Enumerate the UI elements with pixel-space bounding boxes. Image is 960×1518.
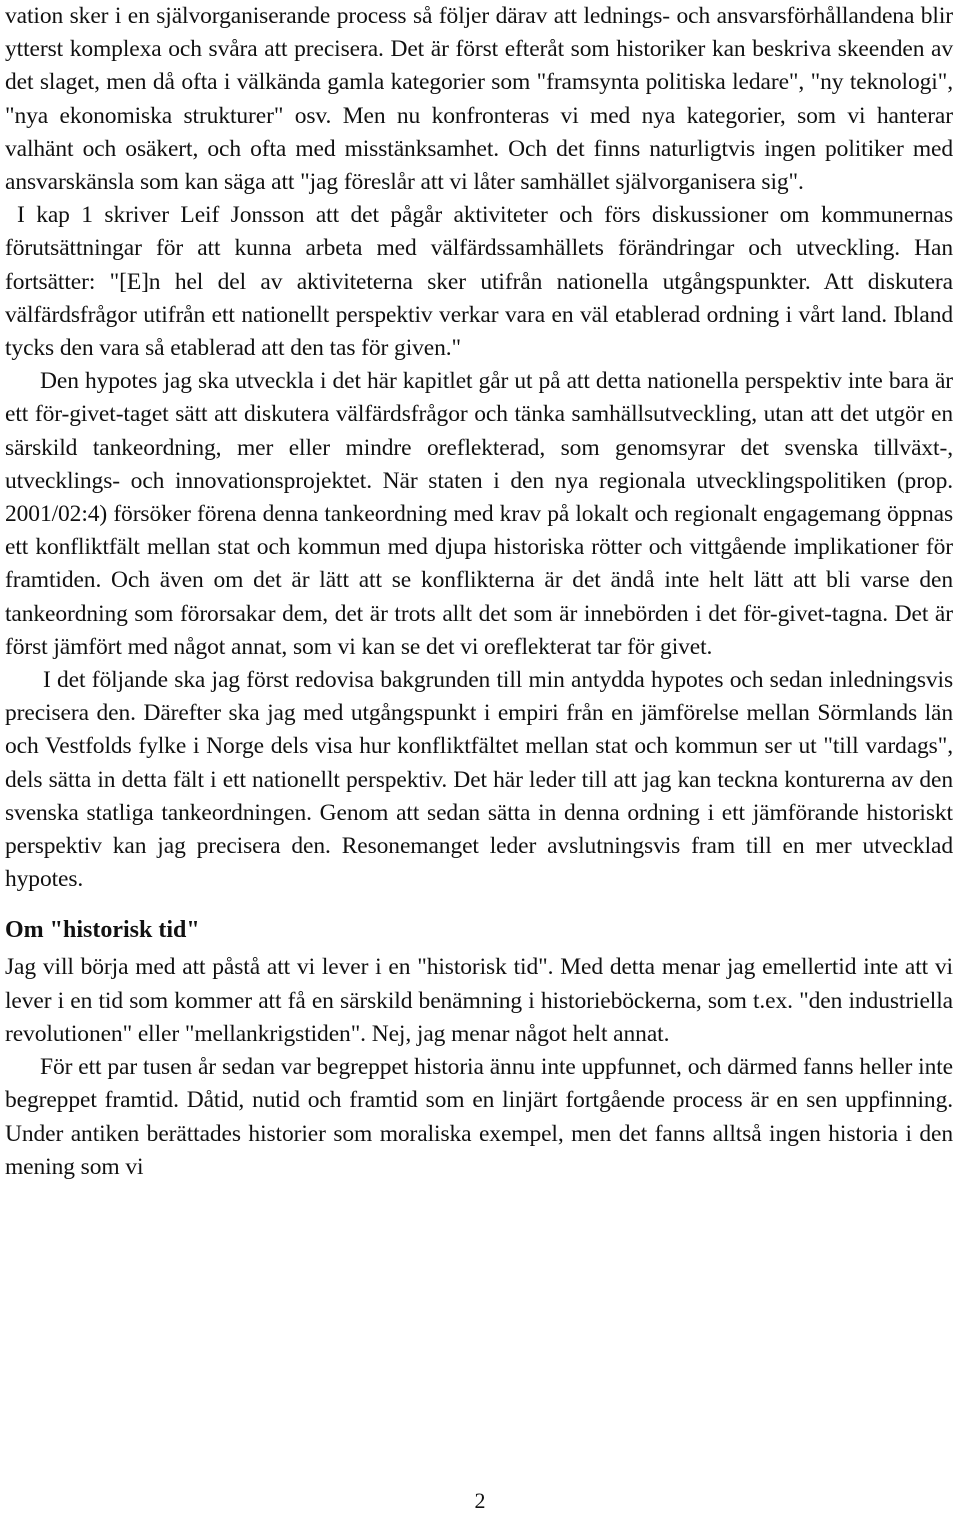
paragraph: För ett par tusen år sedan var begreppet historia ännu inte uppfunnet, och därmed fanns heller inte begreppet framtid. Dåtid, nutid och framtid som en linjärt fortgående process är en sen uppfinning. Under antiken berättades historier som moraliska exempel, men det fanns alltså ingen historia i den mening som vi [5, 1054, 953, 1180]
section-heading: Om "historisk tid" [5, 917, 200, 944]
paragraph: Den hypotes jag ska utveckla i det här kapitlet går ut på att detta nationella perspektiv inte bara är ett för-givet-taget sätt att diskutera välfärdsfrågor och tänka samhällsutveckling, utan att det utgör en särskild tankeordning, mer eller mindre oreflekterad, som genomsyrar det svenska tillväxt-, utvecklings- och innovationsprojektet. När staten i den nya regionala utvecklingspolitiken (prop. 2001/02:4) försöker förena denna tankeordning med krav på lokalt och regionalt engagemang öppnas ett konfliktfält mellan stat och kommun med djupa historiska rötter och vittgående implikationer för framtiden. Och även om det är lätt att se konflikterna är det ändå inte helt lätt att bli varse den tankeordning som förorsakar dem, det är trots allt det som är innebörden i det för-givet-tagna. Det är först jämfört med något annat, som vi kan se det vi oreflekterat tar för givet. [5, 368, 953, 660]
paragraph: I det följande ska jag först redovisa bakgrunden till min antydda hypotes och sedan inledningsvis precisera den. Därefter ska jag med utgångspunkt i empiri från en jämförelse mellan Sörmlands län och Vestfolds fylke i Norge dels visa hur konfliktfältet mellan stat och kommun ser ut "till vardags", dels sätta in detta fält i ett nationellt perspektiv. Det här leder till att jag kan teckna konturerna av den svenska statliga tankeordningen. Genom att sedan sätta in denna ordning i ett jämförande historiskt perspektiv kan jag precisera den. Resonemanget leder avslutningsvis fram till en mer utvecklad hypotes. [5, 667, 953, 893]
paragraph: Jag vill börja med att påstå att vi lever i en "historisk tid". Med detta menar jag emellertid inte att vi lever i en tid som kommer att få en särskild benämning i historieböckerna, som t.ex. "den industriella revolutionen" eller "mellankrigstiden". Nej, jag menar något helt annat. [5, 954, 953, 1047]
page-number: 2 [474, 1488, 486, 1513]
paragraph: vation sker i en självorganiserande process så följer därav att lednings- och ansvarsförhållandena blir ytterst komplexa och svåra att precisera. Det är först efteråt som historiker kan beskriva skeenden av det slaget, men då ofta i välkända gamla kategorier som "framsynta politiska ledare", "ny teknologi", "nya ekonomiska strukturer" osv. Men nu konfronteras vi med nya kategorier, som vi hanterar valhänt och osäkert, och ofta med misstänksamhet. Och det finns naturligtvis ingen politiker med ansvarskänsla som kan säga att "jag föreslår att vi låter samhället självorganisera sig". [5, 3, 953, 196]
document-page [5, 0, 953, 1184]
paragraph: I kap 1 skriver Leif Jonsson att det pågår aktiviteter och förs diskussioner om kommunernas förutsättningar för att kunna arbeta med välfärdssamhällets förändringar och utveckling. Han fortsätter: "[E]n hel del av aktiviteterna sker utifrån nationella utgångspunkter. Att diskutera välfärdsfrågor utifrån ett nationellt perspektiv verkar vara en väl etablerad ordning i vårt land. Ibland tycks den vara så etablerad att den tas för given." [5, 202, 953, 362]
